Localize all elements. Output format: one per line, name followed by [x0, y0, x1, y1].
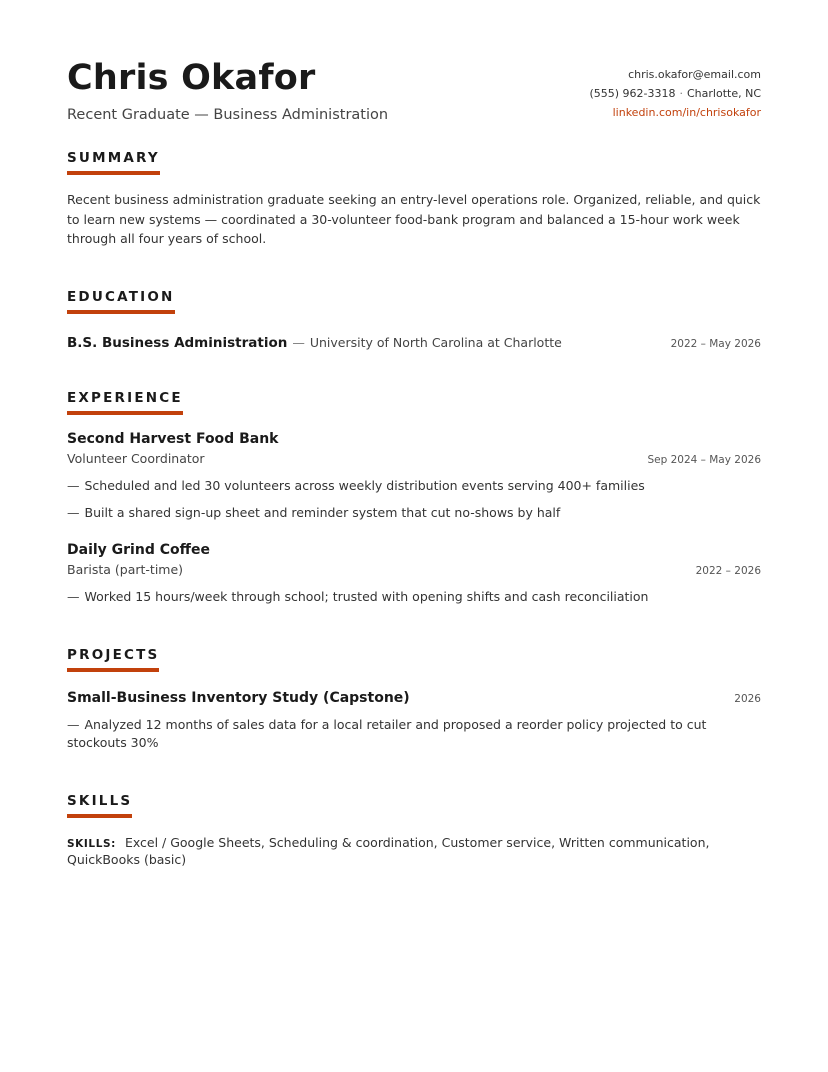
- education-separator: —: [292, 334, 305, 350]
- experience-bullet: [67, 504, 761, 522]
- project-name: Small-Business Inventory Study (Capstone): [67, 689, 410, 706]
- projects-heading: PROJECTS: [67, 647, 159, 672]
- experience-org: Second Harvest Food Bank: [67, 430, 279, 447]
- bullet-dash: —: [67, 716, 80, 732]
- experience-entry: [67, 430, 761, 522]
- candidate-name: Chris Okafor: [67, 58, 316, 98]
- education-school: University of North Carolina at Charlotte: [309, 334, 562, 350]
- skills-line: [67, 835, 761, 867]
- education-section: [67, 286, 761, 351]
- bullet-text: Built a shared sign-up sheet and reminder system that cut no-shows by half: [84, 504, 561, 520]
- experience-org: Daily Grind Coffee: [67, 541, 210, 558]
- contact-email[interactable]: chris.okafor@email.com: [628, 68, 761, 81]
- project-title-line: [67, 689, 761, 708]
- contact-phone-location: [589, 84, 761, 103]
- education-entry: [67, 332, 761, 351]
- skills-list: Excel / Google Sheets, Scheduling & coordination, Customer service, Written communication, QuickBooks (basic): [67, 834, 710, 867]
- project-entry: [67, 689, 761, 752]
- experience-bullet: [67, 588, 761, 606]
- summary-text: Recent business administration graduate seeking an entry-level operations role. Organized, reliable, and quick to learn new systems — coordinated a 30-volunteer food-bank program and balanced a 15-hour work week through all four years of school.: [67, 192, 761, 246]
- education-degree: B.S. Business Administration: [67, 334, 288, 351]
- education-heading: EDUCATION: [67, 289, 175, 314]
- experience-role-line: [67, 449, 761, 468]
- skills-heading: SKILLS: [67, 793, 132, 818]
- bullet-dash: —: [67, 477, 80, 493]
- project-date: 2026: [734, 692, 761, 705]
- contact-phone[interactable]: (555) 962-3318: [589, 87, 676, 100]
- education-dates: 2022 – May 2026: [670, 337, 761, 350]
- experience-heading: EXPERIENCE: [67, 390, 183, 415]
- experience-role: Barista (part-time): [67, 561, 184, 577]
- contact-location: Charlotte, NC: [687, 87, 761, 100]
- skills-label: SKILLS:: [67, 837, 116, 850]
- experience-bullet: [67, 477, 761, 495]
- skills-section: [67, 790, 761, 867]
- experience-role-line: [67, 560, 761, 579]
- projects-section: [67, 644, 761, 752]
- project-bullet: [67, 716, 761, 752]
- experience-role: Volunteer Coordinator: [67, 450, 205, 466]
- experience-dates: Sep 2024 – May 2026: [647, 453, 761, 466]
- bullet-text: Worked 15 hours/week through school; trusted with opening shifts and cash reconciliation: [84, 588, 649, 604]
- experience-dates: 2022 – 2026: [695, 564, 761, 577]
- summary-section: [67, 147, 761, 249]
- bullet-dash: —: [67, 504, 80, 520]
- resume-page: [67, 56, 761, 867]
- experience-entry: [67, 541, 761, 606]
- contact-separator: ·: [679, 87, 683, 100]
- bullet-dash: —: [67, 588, 80, 604]
- contact-block: [589, 65, 761, 122]
- bullet-text: Analyzed 12 months of sales data for a local retailer and proposed a reorder policy projected to cut stockouts 30%: [67, 716, 707, 750]
- bullet-text: Scheduled and led 30 volunteers across weekly distribution events serving 400+ families: [84, 477, 645, 493]
- education-degree-line: [67, 332, 562, 351]
- resume-header: [67, 56, 761, 128]
- contact-linkedin-link[interactable]: linkedin.com/in/chrisokafor: [612, 106, 761, 119]
- experience-section: [67, 387, 761, 606]
- summary-heading: SUMMARY: [67, 150, 160, 175]
- candidate-headline: Recent Graduate — Business Administration: [67, 107, 389, 123]
